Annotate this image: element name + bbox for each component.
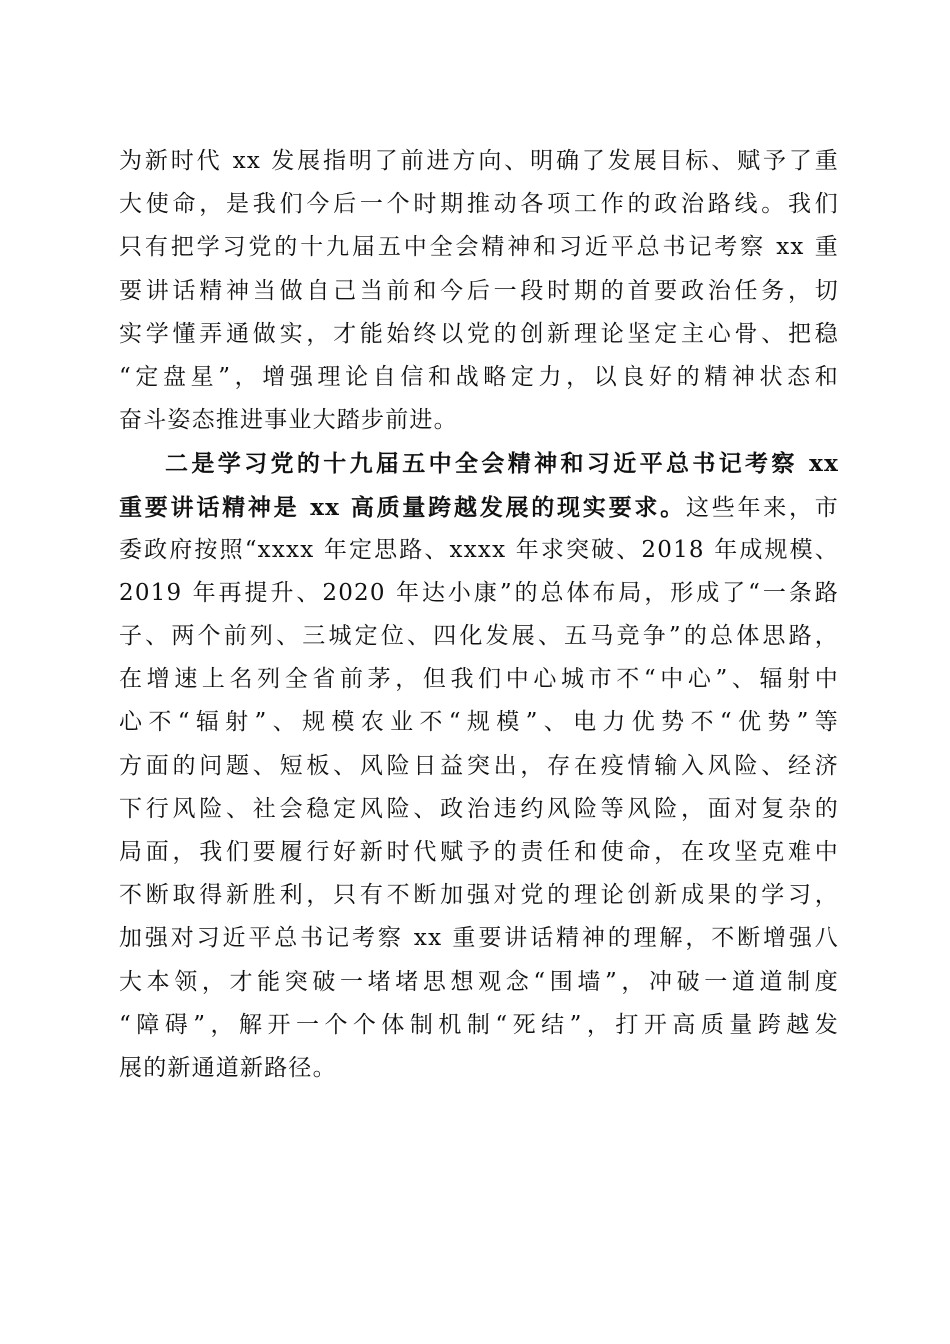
paragraph-1-line: 只有把学习党的十九届五中全会精神和习近平总书记考察 xx 重	[119, 234, 839, 261]
body-text	[119, 140, 839, 1090]
paragraph-1-line: 要讲话精神当做自己当前和今后一段时期的首要政治任务，切	[119, 277, 839, 304]
paragraph-1-line: 为新时代 xx 发展指明了前进方向、明确了发展目标、赋予了重	[119, 148, 839, 174]
paragraph-1-line: 奋斗姿态推进事业大踏步前进。	[119, 407, 458, 434]
paragraph-2-line-rest: 这些年来，市	[685, 494, 840, 521]
paragraph-2-line: 不断取得新胜利，只有不断加强对党的理论创新成果的学习，	[119, 882, 839, 909]
paragraph-1-line: 实学懂弄通做实，才能始终以党的创新理论坚定主心骨、把稳	[119, 320, 839, 347]
paragraph-2-line: 加强对习近平总书记考察 xx 重要讲话精神的理解，不断增强八	[119, 925, 839, 952]
paragraph-2-line: 心不“辐射”、规模农业不“规模”、电力优势不“优势”等	[119, 709, 839, 736]
paragraph-2-line: 子、两个前列、三城定位、四化发展、五马竞争”的总体思路，	[119, 623, 839, 650]
paragraph-2-line: “障碍”，解开一个个体制机制“死结”，打开高质量跨越发	[119, 1011, 839, 1038]
paragraph-2-line: 方面的问题、短板、风险日益突出，存在疫情输入风险、经济	[119, 752, 839, 779]
paragraph-2-heading-tail: 重要讲话精神是 xx 高质量跨越发展的现实要求。	[119, 493, 686, 521]
paragraph-2-line: 在增速上名列全省前茅，但我们中心城市不“中心”、辐射中	[119, 666, 839, 693]
paragraph-1-line: 大使命，是我们今后一个时期推动各项工作的政治路线。我们	[119, 191, 839, 218]
paragraph-2-line: 展的新通道新路径。	[119, 1054, 337, 1081]
paragraph-2-line	[119, 486, 839, 529]
paragraph-2-line: 2019 年再提升、2020 年达小康”的总体布局，形成了“一条路	[119, 579, 839, 606]
paragraph-2-heading-line: 二是学习党的十九届五中全会精神和习近平总书记考察 xx	[165, 450, 839, 478]
paragraph-2-line: 委政府按照“xxxx 年定思路、xxxx 年求突破、2018 年成规模、	[119, 536, 839, 563]
paragraph-1-line: “定盘星”，增强理论自信和战略定力，以良好的精神状态和	[119, 363, 839, 390]
paragraph-2-line: 局面，我们要履行好新时代赋予的责任和使命，在攻坚克难中	[119, 839, 839, 865]
paragraph-2-line: 下行风险、社会稳定风险、政治违约风险等风险，面对复杂的	[119, 795, 839, 822]
paragraph-2-line: 大本领，才能突破一堵堵思想观念“围墙”，冲破一道道制度	[119, 968, 839, 995]
